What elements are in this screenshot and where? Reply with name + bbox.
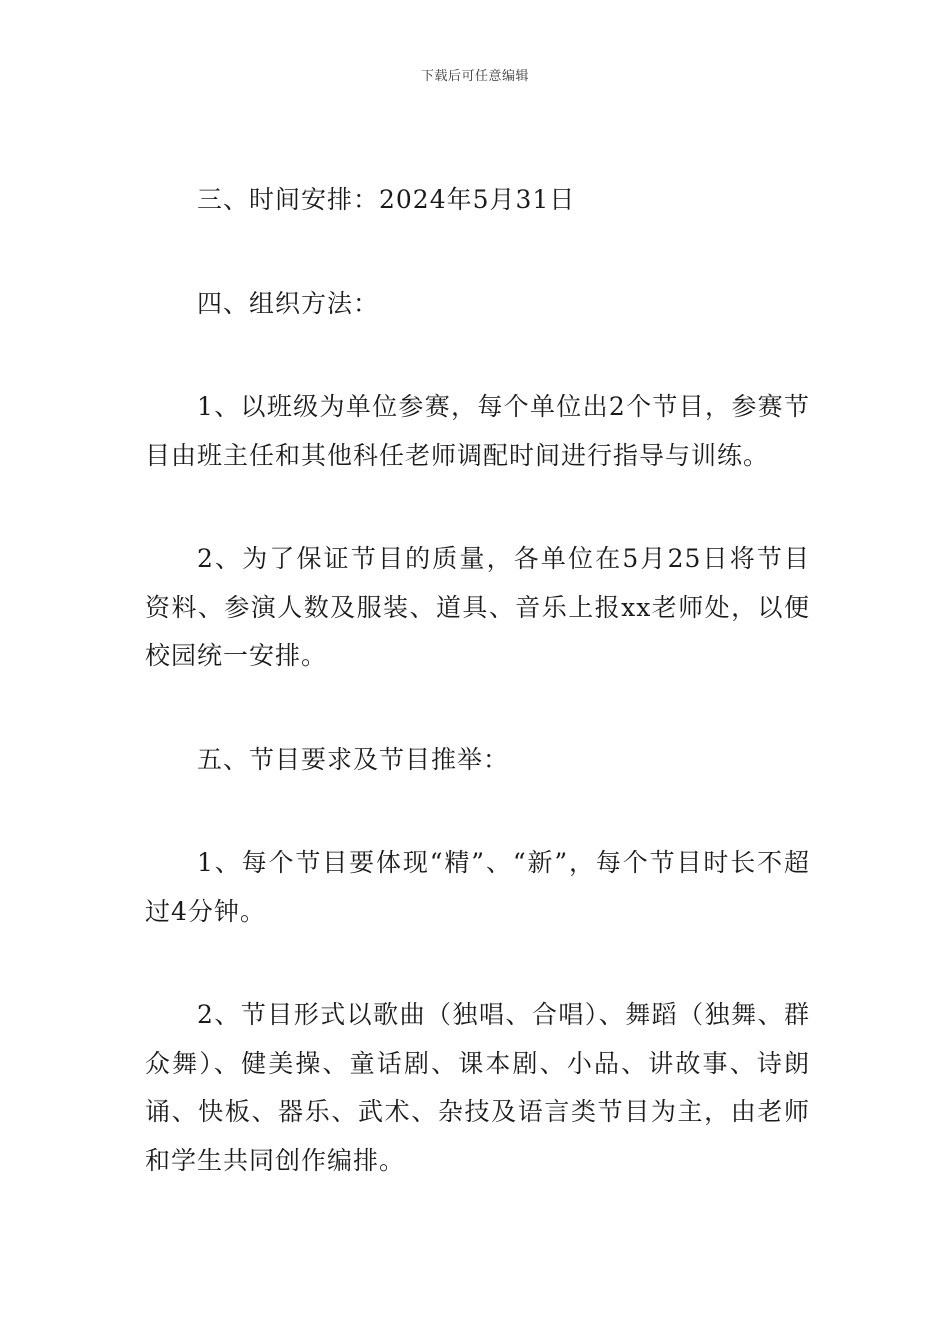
paragraph-spacer bbox=[145, 681, 810, 736]
paragraph-spacer bbox=[145, 480, 810, 535]
organization-item-1: 1、以班级为单位参赛，每个单位出2个节目，参赛节目由班主任和其他科任老师调配时间进行指导与训练。 bbox=[145, 392, 810, 470]
requirement-item-2: 2、节目形式以歌曲（独唱、合唱）、舞蹈（独舞、群众舞）、健美操、童话剧、课本剧、小品、讲故事、诗朗诵、快板、器乐、武术、杂技及语言类节目为主，由老师和学生共同创作编排。 bbox=[145, 1000, 810, 1175]
document-body bbox=[145, 176, 810, 1185]
page-header-note: 下载后可任意编辑 bbox=[420, 69, 529, 84]
requirement-item-1: 1、每个节目要体现“精”、“新”，每个节目时长不超过4分钟。 bbox=[145, 848, 810, 926]
section-organization-heading: 四、组织方法： bbox=[197, 288, 380, 318]
section-requirements-heading: 五、节目要求及节目推举： bbox=[197, 744, 510, 774]
paragraph-spacer bbox=[145, 936, 810, 991]
organization-item-2: 2、为了保证节目的质量，各单位在5月25日将节目资料、参演人数及服装、道具、音乐上报xx老师处，以便校园统一安排。 bbox=[145, 544, 810, 670]
paragraph-spacer bbox=[145, 225, 810, 280]
paragraph-spacer bbox=[145, 784, 810, 839]
section-time-schedule: 三、时间安排：2024年5月31日 bbox=[197, 185, 576, 214]
paragraph-spacer bbox=[145, 328, 810, 383]
